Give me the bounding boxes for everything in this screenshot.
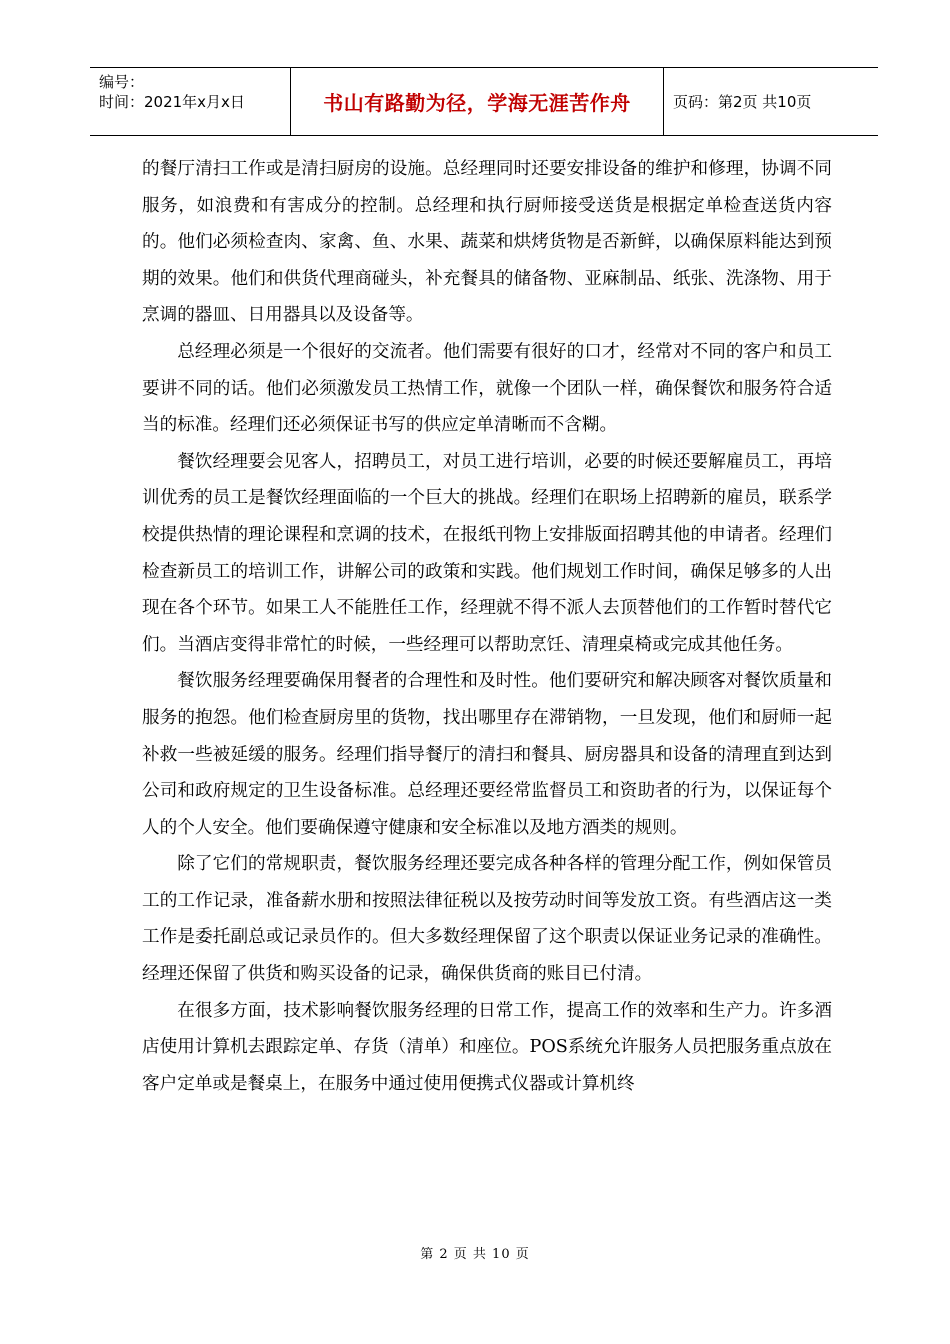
header-motto-cell [291, 68, 664, 135]
page-header [90, 67, 878, 136]
header-meta-cell [90, 68, 291, 135]
header-page-cell [664, 68, 878, 135]
paragraph: 除了它们的常规职责，餐饮服务经理还要完成各种各样的管理分配工作，例如保管员工的工作记录，准备薪水册和按照法律征税以及按劳动时间等发放工资。有些酒店这一类工作是委托副总或记录员作的。但大多数经理保留了这个职责以保证业务记录的准确性。经理还保留了供货和购买设备的记录，确保供货商的账目已付清。 [142, 854, 832, 985]
paragraph: 在很多方面，技术影响餐饮服务经理的日常工作，提高工作的效率和生产力。许多酒店使用计算机去跟踪定单、存货（清单）和座位。POS系统允许服务人员把服务重点放在客户定单或是餐桌上，在服务中通过使用便携式仪器或计算机终 [142, 1000, 832, 1094]
header-motto: 书山有路勤为径，学海无涯苦作舟 [323, 91, 631, 115]
paragraph: 总经理必须是一个很好的交流者。他们需要有很好的口才，经常对不同的客户和员工要讲不同的话。他们必须激发员工热情工作，就像一个团队一样，确保餐饮和服务符合适当的标准。经理们还必须保证书写的供应定单清晰而不含糊。 [142, 341, 832, 436]
document-number-label: 编号： [99, 73, 145, 91]
paragraph: 的餐厅清扫工作或是清扫厨房的设施。总经理同时还要安排设备的维护和修理，协调不同服务，如浪费和有害成分的控制。总经理和执行厨师接受送货是根据定单检查送货内容的。他们必须检查肉、家禽、鱼、水果、蔬菜和烘烤货物是否新鲜，以确保原料能达到预期的效果。他们和供货代理商碰头，补充餐具的储备物、亚麻制品、纸张、洗涤物、用于烹调的器皿、日用器具以及设备等。 [142, 159, 832, 326]
document-time-label: 时间：2021年x月x日 [99, 93, 245, 111]
header-page-number: 页码：第2页 共10页 [673, 93, 812, 111]
paragraph: 餐饮经理要会见客人，招聘员工，对员工进行培训，必要的时候还要解雇员工，再培训优秀的员工是餐饮经理面临的一个巨大的挑战。经理们在职场上招聘新的雇员，联系学校提供热情的理论课程和烹调的技术，在报纸刊物上安排版面招聘其他的申请者。经理们检查新员工的培训工作，讲解公司的政策和实践。他们规划工作时间，确保足够多的人出现在各个环节。如果工人不能胜任工作，经理就不得不派人去顶替他们的工作暂时替代它们。当酒店变得非常忙的时候，一些经理可以帮助烹饪、清理桌椅或完成其他任务。 [142, 451, 832, 655]
document-body [142, 151, 832, 1102]
paragraph: 餐饮服务经理要确保用餐者的合理性和及时性。他们要研究和解决顾客对餐饮质量和服务的抱怨。他们检查厨房里的货物，找出哪里存在滞销物，一旦发现，他们和厨师一起补救一些被延缓的服务。经理们指导餐厅的清扫和餐具、厨房器具和设备的清理直到达到公司和政府规定的卫生设备标准。总经理还要经常监督员工和资助者的行为，以保证每个人的个人安全。他们要确保遵守健康和安全标准以及地方酒类的规则。 [142, 671, 832, 838]
page-footer: 第 2 页 共 10 页 [420, 1247, 530, 1262]
